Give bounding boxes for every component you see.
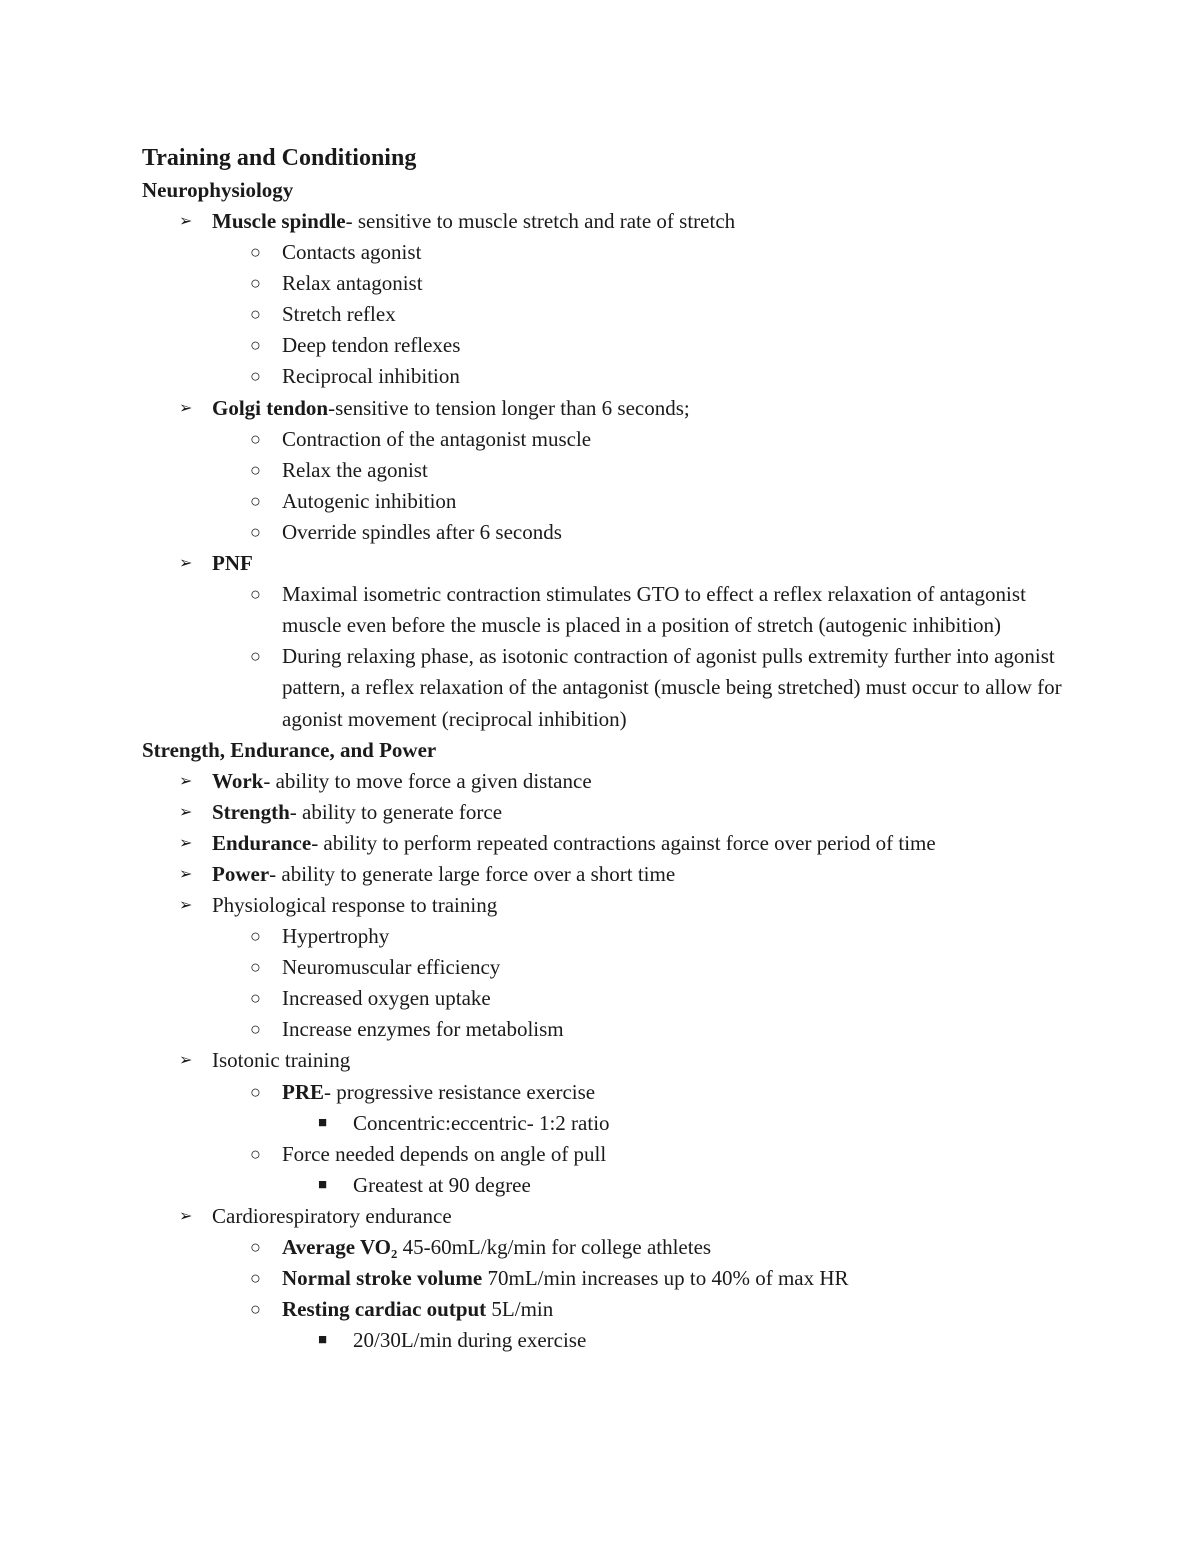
circle-bullet-icon: ○ [250,1237,261,1257]
list-item: ○ Reciprocal inhibition [142,361,1062,392]
list-item: ■ Concentric:eccentric- 1:2 ratio [142,1108,1062,1139]
square-bullet-icon: ■ [318,1176,328,1193]
circle-bullet-icon: ○ [250,490,261,511]
arrow-bullet-icon: ➢ [179,896,193,914]
square-bullet-icon: ■ [318,1332,328,1349]
arrow-bullet-icon: ➢ [179,1052,193,1070]
list-item: ➢ Golgi tendon-sensitive to tension longer than 6 seconds; [142,393,1062,424]
circle-bullet-icon: ○ [250,926,261,947]
list-item: ➢ Muscle spindle- sensitive to muscle stretch and rate of stretch [142,206,1062,237]
circle-bullet-icon: ○ [250,459,261,480]
list-item: ○ Neuromuscular efficiency [142,952,1062,983]
list-item: ○ Autogenic inhibition [142,486,1062,517]
section-list [142,206,1062,735]
list-item: ➢ Physiological response to training [142,890,1062,921]
document-title: Training and Conditioning [142,145,417,171]
list-item: ➢ Endurance- ability to perform repeated contractions against force over period of time [142,828,1062,859]
list-item: ○ Average VO₂ 45-60mL/kg/min for college athletes [142,1232,1062,1263]
circle-bullet-icon: ○ [250,988,261,1009]
list-item: ■ 20/30L/min during exercise [142,1325,1062,1356]
list-item: ➢ Isotonic training [142,1045,1062,1076]
list-item: ○ Relax the agonist [142,455,1062,486]
section-heading: Strength, Endurance, and Power [142,737,437,762]
arrow-bullet-icon: ➢ [179,1207,193,1225]
list-item: ○ Increase enzymes for metabolism [142,1014,1062,1045]
list-item: ○ Contacts agonist [142,237,1062,268]
circle-bullet-icon: ○ [250,521,261,542]
list-item: ○ Override spindles after 6 seconds [142,517,1062,548]
arrow-bullet-icon: ➢ [179,213,193,230]
circle-bullet-icon: ○ [250,1268,261,1289]
list-item: ○ Contraction of the antagonist muscle [142,424,1062,455]
list-item: ○ Normal stroke volume 70mL/min increases up to 40% of max HR [142,1263,1062,1294]
list-item: ➢ Cardiorespiratory endurance [142,1201,1062,1232]
arrow-bullet-icon: ➢ [179,399,193,417]
list-item: ○ Maximal isometric contraction stimulates GTO to effect a reflex relaxation of antagonist muscle even before the muscle is placed in a position of stretch (autogenic inhibition) [142,579,1062,641]
circle-bullet-icon: ○ [250,646,261,667]
list-item: ○ PRE- progressive resistance exercise [142,1077,1062,1108]
list-item: ➢ Strength- ability to generate force [142,797,1062,828]
list-item: ○ Hypertrophy [142,921,1062,952]
arrow-bullet-icon: ➢ [179,772,193,790]
arrow-bullet-icon: ➢ [179,834,193,852]
arrow-bullet-icon: ➢ [179,803,193,821]
list-item: ■ Greatest at 90 degree [142,1170,1062,1201]
circle-bullet-icon: ○ [250,584,261,605]
list-item: ➢ Power- ability to generate large force over a short time [142,859,1062,890]
circle-bullet-icon: ○ [250,1143,261,1164]
circle-bullet-icon: ○ [250,1019,261,1040]
circle-bullet-icon: ○ [250,273,261,294]
circle-bullet-icon: ○ [250,428,261,449]
list-item: ○ Increased oxygen uptake [142,983,1062,1014]
arrow-bullet-icon: ➢ [179,865,193,883]
list-item: ➢ Work- ability to move force a given distance [142,766,1062,797]
section-heading: Neurophysiology [142,178,294,202]
square-bullet-icon: ■ [318,1114,328,1131]
circle-bullet-icon: ○ [250,335,261,356]
list-item: ○ Stretch reflex [142,299,1062,330]
list-item: ○ Resting cardiac output 5L/min [142,1294,1062,1325]
section-list [142,766,1062,1357]
arrow-bullet-icon: ➢ [179,555,193,573]
document-content [142,142,1062,1356]
circle-bullet-icon: ○ [250,1299,261,1320]
list-item: ➢ PNF [142,548,1062,579]
list-item: ○ Deep tendon reflexes [142,330,1062,361]
circle-bullet-icon: ○ [250,1081,261,1102]
list-item: ○ Relax antagonist [142,268,1062,299]
list-item: ○ During relaxing phase, as isotonic contraction of agonist pulls extremity further into agonist pattern, a reflex relaxation of the antagonist (muscle being stretched) must occur to allow for agonist movement (reciprocal inhibition) [142,641,1062,734]
circle-bullet-icon: ○ [250,366,261,387]
circle-bullet-icon: ○ [250,957,261,978]
list-item: ○ Force needed depends on angle of pull [142,1139,1062,1170]
circle-bullet-icon: ○ [250,304,261,325]
circle-bullet-icon: ○ [250,242,261,263]
